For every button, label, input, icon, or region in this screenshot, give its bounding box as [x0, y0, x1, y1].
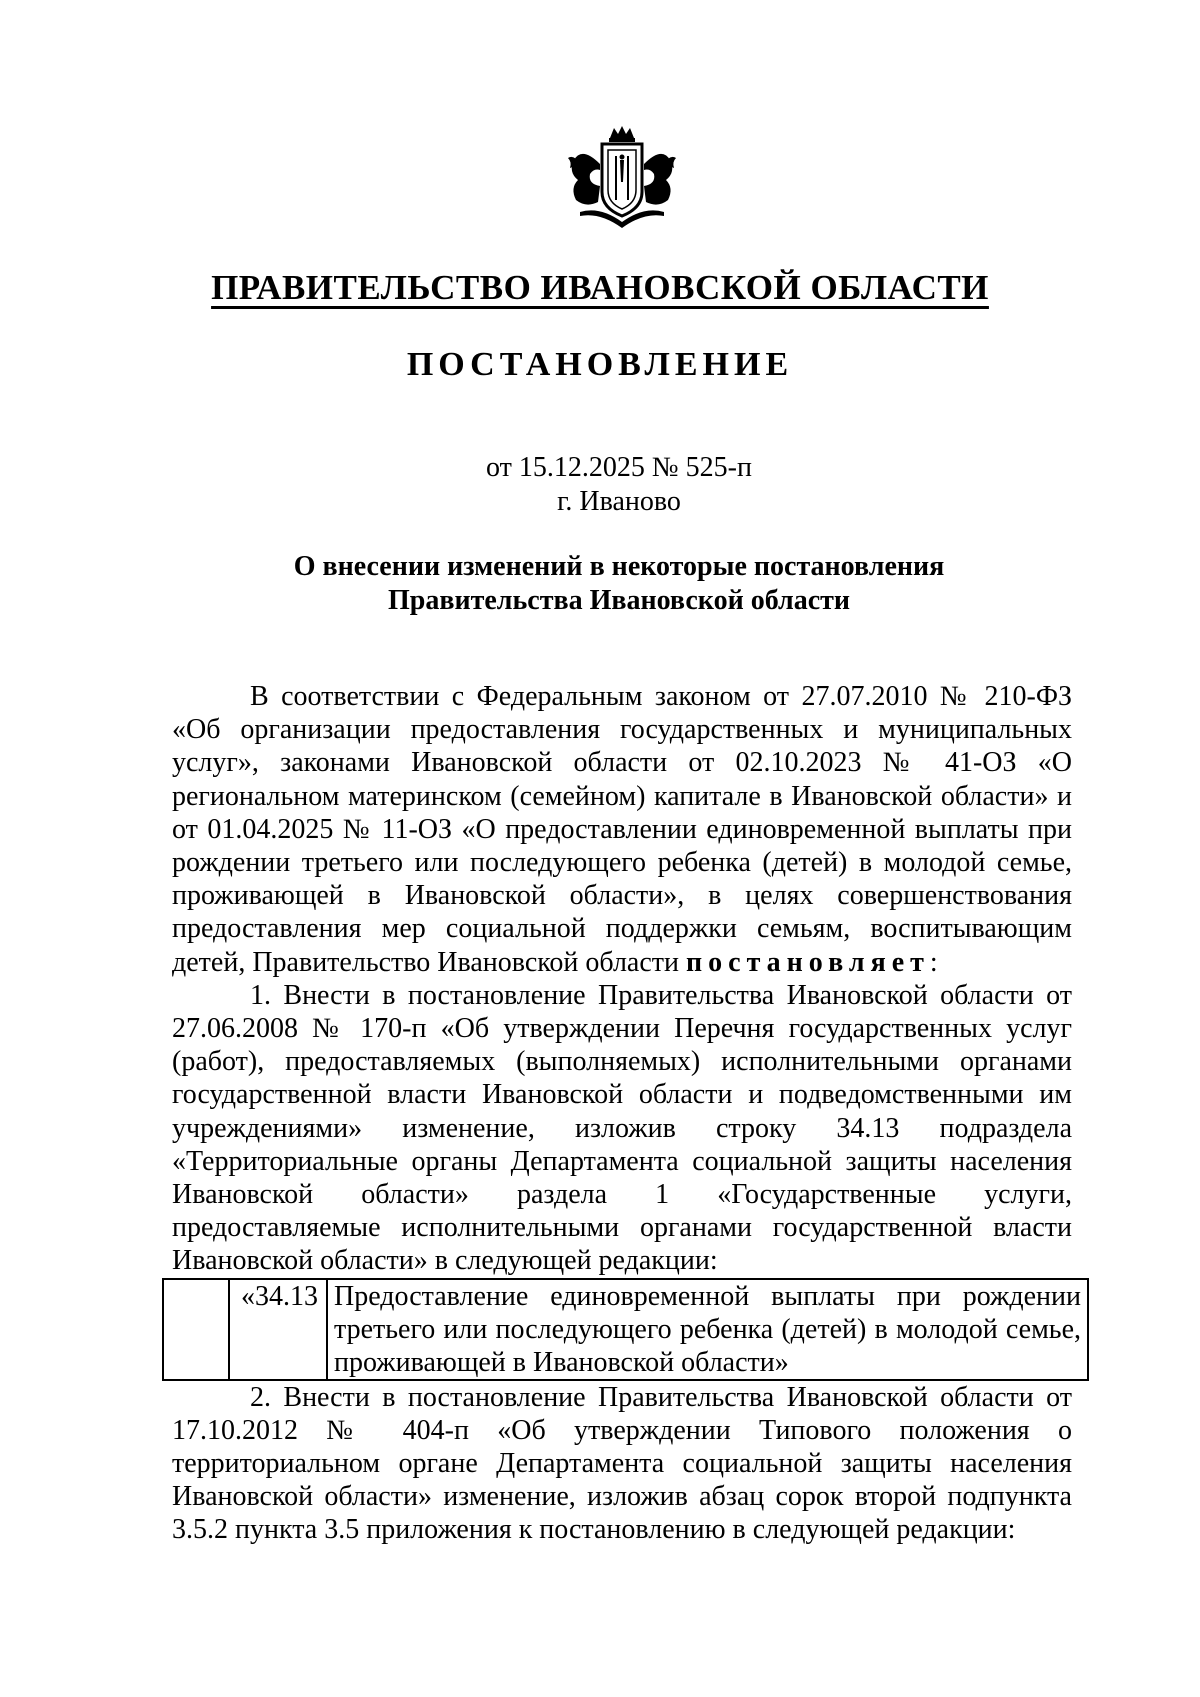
item-2-paragraph: 2. Внести в постановление Правительства Ивановской области от 17.10.2012 № 404-п «Об утверждении Типового положения о территориальном органе Департамента социальной защиты населения Ивановской области» изменение, изложив абзац сорок второй подпункта 3.5.2 пункта 3.5 приложения к постановлению в следующей редакции: [172, 1381, 1072, 1546]
heading-line-2: Правительства Ивановской области [387, 585, 851, 616]
table-cell-text: Предоставление единовременной выплаты при рождении третьего или последующего ребенка (детей) в молодой семье, проживающей в Ивановской области» [327, 1279, 1088, 1380]
table-cell-number: «34.13 [229, 1279, 327, 1380]
document-city: г. Иваново [557, 486, 681, 517]
government-title-text: ПРАВИТЕЛЬСТВО ИВАНОВСКОЙ ОБЛАСТИ [211, 268, 989, 307]
document-body [172, 680, 1081, 1547]
heading-line-1: О внесении изменений в некоторые постановления [293, 551, 945, 582]
coat-of-arms-icon [560, 124, 684, 230]
table-row [163, 1279, 1088, 1380]
item-1-paragraph: 1. Внести в постановление Правительства Ивановской области от 27.06.2008 № 170-п «Об утверждении Перечня государственных услуг (работ), предоставляемых (выполняемых) исполнительными органами государственной власти Ивановской области и подведомственными им учреждениями» изменение, изложив строку 34.13 подраздела «Территориальные органы Департамента социальной защиты населения Ивановской области» раздела 1 «Государственные услуги, предоставляемые исполнительными органами государственной власти Ивановской области» в следующей редакции: [172, 979, 1072, 1277]
decree-colon: : [929, 946, 938, 978]
document-date-number: от 15.12.2025 № 525-п [486, 452, 752, 483]
preamble-text: В соответствии с Федеральным законом от 27.07.2010 № 210-ФЗ «Об организации предоставления государственных и муниципальных услуг», законами Ивановской области от 02.10.2023 № 41-ОЗ «О региональном материнском (семейном) капитале в Ивановской области» и от 01.04.2025 № 11-ОЗ «О предоставлении единовременной выплаты при рождении третьего или последующего ребенка (детей) в молодой семье, проживающей в Ивановской области», в целях совершенствования предоставления мер социальной поддержки семьям, воспитывающим детей, Правительство Ивановской области [172, 681, 1072, 978]
government-title [0, 268, 1200, 308]
table-cell-empty [163, 1279, 229, 1380]
preamble-paragraph [172, 680, 1072, 979]
document-type: ПОСТАНОВЛЕНИЕ [406, 346, 794, 383]
amendment-table [162, 1278, 1089, 1381]
document-heading [0, 550, 1200, 618]
decree-word: постановляет [686, 946, 930, 978]
